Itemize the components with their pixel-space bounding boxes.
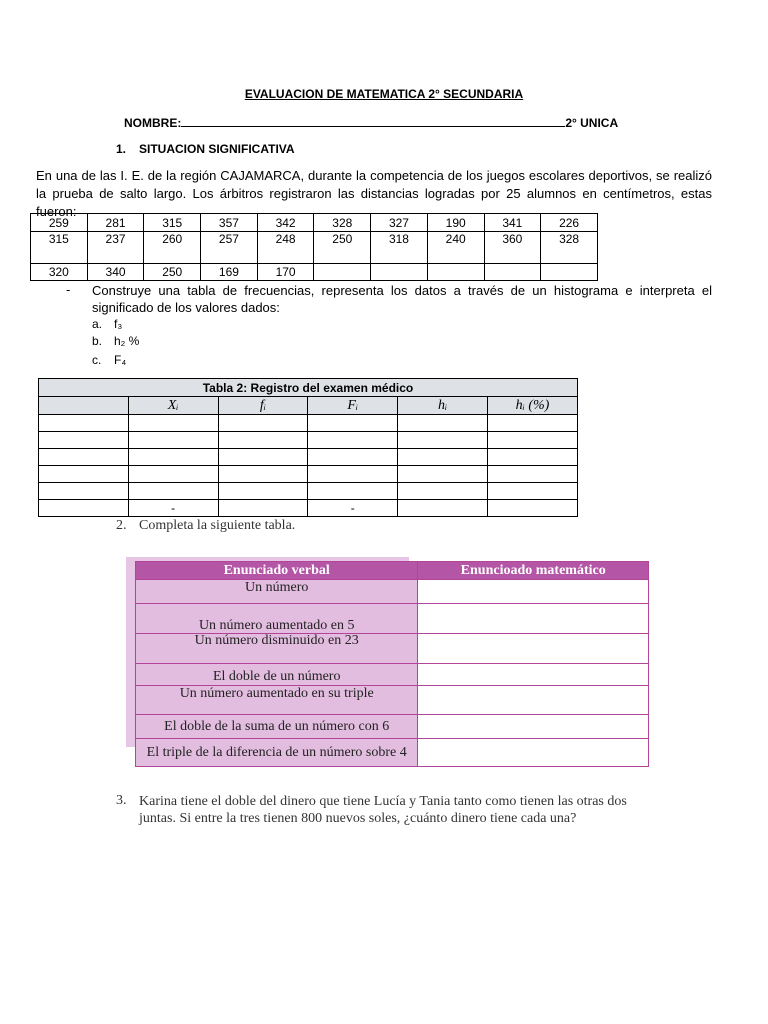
table-cell: 250 [314,232,371,264]
verbal-statement: Un número aumentado en 5 [136,604,418,634]
table-cell [314,264,371,281]
table-row [136,739,649,767]
table-cell[interactable] [308,483,398,500]
question3-text: Karina tiene el doble del dinero que tiene Lucía y Tania tanto como tienen las otras dos juntas. Si entre la tres tienen 800 nuevos soles, ¿cuánto dinero tiene cada una? [139,794,627,826]
table-row [136,715,649,739]
table-row [136,664,649,686]
list-item-label: a. [92,317,103,331]
list-item-text: f₃ [114,317,123,331]
grade-label: 2° UNICA [565,116,619,130]
section1-number: 1. [116,142,127,156]
table-cell[interactable] [487,500,577,517]
table-cell[interactable] [218,483,308,500]
table-cell: 259 [31,214,88,232]
table-cell: 320 [31,264,88,281]
column-header: hᵢ (%) [487,397,577,415]
table-cell[interactable] [308,466,398,483]
table-cell: 257 [201,232,258,264]
table-cell[interactable] [218,466,308,483]
table-row [31,214,598,232]
math-statement-cell[interactable] [418,715,649,739]
table-row [136,634,649,664]
table-row [136,686,649,715]
table-cell [484,264,541,281]
table-cell[interactable] [218,500,308,517]
list-item-label: c. [92,353,102,367]
table-row [39,449,578,466]
table-cell: 318 [371,232,428,264]
table-cell[interactable] [39,483,129,500]
table-cell[interactable] [218,449,308,466]
verbal-statement: Un número disminuido en 23 [136,634,418,664]
table-cell[interactable] [128,483,218,500]
table-cell[interactable] [128,466,218,483]
problem-paragraph: En una de las I. E. de la región CAJAMARCA, durante la competencia de los juegos escolares deportivos, se realizó la prueba de salto largo. Los árbitros registraron las distancias logradas por 25 alumnos en centímetros, estas fueron: [36,168,712,219]
table-cell[interactable] [398,500,488,517]
column-header: Enunciado verbal [136,562,418,580]
table-cell: - [308,500,398,517]
verbal-statement: El triple de la diferencia de un número sobre 4 [136,739,418,767]
table-row [39,483,578,500]
table-cell: 237 [87,232,144,264]
table-row [31,264,598,281]
table-cell[interactable] [308,449,398,466]
table-cell[interactable] [39,500,129,517]
column-header [39,397,129,415]
table-cell: 248 [257,232,314,264]
math-statement-cell[interactable] [418,664,649,686]
table-cell[interactable] [39,449,129,466]
table-row [39,415,578,432]
table-cell: 360 [484,232,541,264]
table-cell[interactable] [487,466,577,483]
math-statement-cell[interactable] [418,580,649,604]
table-cell[interactable] [487,415,577,432]
table-cell [371,264,428,281]
table-cell: 190 [427,214,484,232]
table-cell: 281 [87,214,144,232]
table-cell: 342 [257,214,314,232]
page-title: EVALUACION DE MATEMATICA 2° SECUNDARIA [244,87,524,101]
table-cell[interactable] [39,466,129,483]
table-cell[interactable] [308,415,398,432]
name-label: NOMBRE: [124,116,182,130]
table-cell: 260 [144,232,201,264]
column-header: hᵢ [398,397,488,415]
table-cell: 250 [144,264,201,281]
math-statement-cell[interactable] [418,604,649,634]
table-cell [541,264,598,281]
table-cell[interactable] [398,483,488,500]
table-cell: 315 [31,232,88,264]
expressions-table [135,561,649,767]
table-cell[interactable] [128,432,218,449]
frequency-table-caption: Tabla 2: Registro del examen médico [39,379,578,397]
table-cell: 328 [314,214,371,232]
table-cell: 341 [484,214,541,232]
table-row [136,604,649,634]
table-cell: 169 [201,264,258,281]
table-cell: 340 [87,264,144,281]
table-row [39,466,578,483]
table-cell[interactable] [218,432,308,449]
table-cell[interactable] [218,415,308,432]
table-cell[interactable] [487,449,577,466]
table-cell[interactable] [398,466,488,483]
table-cell: 240 [427,232,484,264]
table-row [31,232,598,264]
distances-table [30,213,598,281]
table-cell: 226 [541,214,598,232]
name-line [124,114,618,130]
table-cell[interactable] [487,432,577,449]
section1-title: SITUACION SIGNIFICATIVA [139,142,295,156]
verbal-statement: Un número aumentado en su triple [136,686,418,715]
table-cell[interactable] [308,432,398,449]
question2-number: 2. [116,518,127,533]
table-cell[interactable] [128,415,218,432]
table-row [39,432,578,449]
table-cell: 357 [201,214,258,232]
question2-text: Completa la siguiente tabla. [139,518,296,533]
bullet-marker: - [66,282,71,297]
math-statement-cell[interactable] [418,634,649,664]
table-cell[interactable] [39,432,129,449]
table-cell[interactable] [128,449,218,466]
table-cell: 327 [371,214,428,232]
table-cell [427,264,484,281]
table-row [136,580,649,604]
table-cell: - [128,500,218,517]
list-item-text: h₂ % [114,334,140,348]
table-cell[interactable] [398,415,488,432]
list-item-text: F₄ [114,353,127,367]
table-cell[interactable] [398,432,488,449]
column-header: fᵢ [218,397,308,415]
table-cell[interactable] [398,449,488,466]
table-cell[interactable] [487,483,577,500]
name-blank[interactable] [181,114,565,127]
verbal-statement: Un número [136,580,418,604]
table-cell: 170 [257,264,314,281]
column-header: Enuncioado matemático [418,562,649,580]
frequency-table [38,378,578,517]
table-row [39,500,578,517]
math-statement-cell[interactable] [418,739,649,767]
instruction-text: Construye una tabla de frecuencias, representa los datos a través de un histograma e interpreta el significado de los valores dados: [92,283,712,315]
question3-number: 3. [116,793,127,808]
table-cell[interactable] [39,415,129,432]
table-cell: 328 [541,232,598,264]
list-item-label: b. [92,334,103,348]
math-statement-cell[interactable] [418,686,649,715]
verbal-statement: El doble de un número [136,664,418,686]
table-cell: 315 [144,214,201,232]
verbal-statement: El doble de la suma de un número con 6 [136,715,418,739]
column-header: Xᵢ [128,397,218,415]
column-header: Fᵢ [308,397,398,415]
